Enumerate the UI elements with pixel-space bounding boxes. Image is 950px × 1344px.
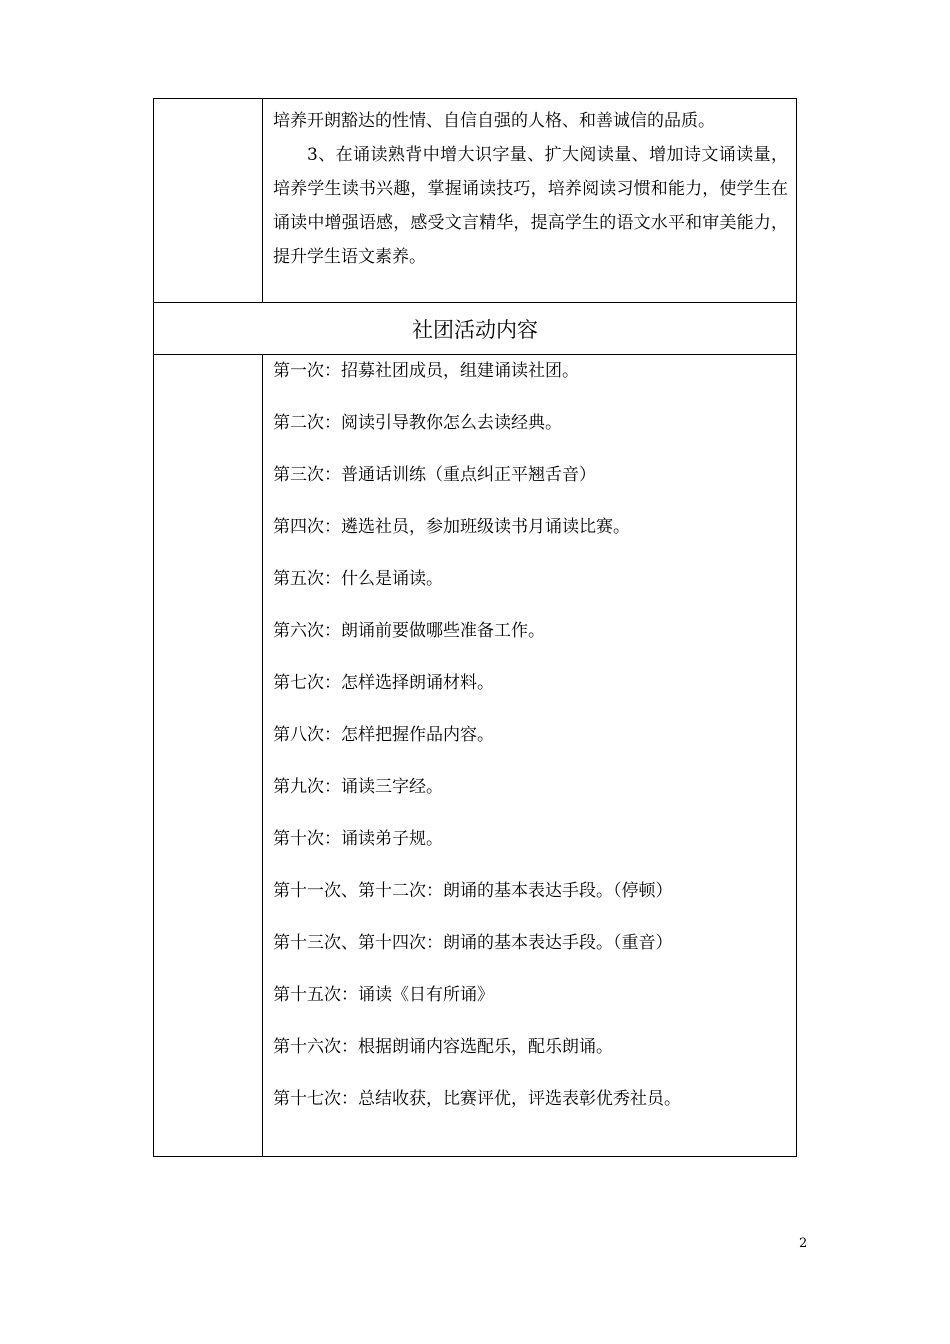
session-item: 第四次：遴选社员，参加班级读书月诵读比赛。 — [273, 517, 630, 537]
session-item: 第五次：什么是诵读。 — [273, 569, 443, 589]
session-item: 第十次：诵读弟子规。 — [273, 829, 443, 849]
document-table — [153, 98, 797, 1157]
session-item: 第七次：怎样选择朗诵材料。 — [273, 673, 494, 693]
session-item: 第三次：普通话训练（重点纠正平翘舌音） — [273, 465, 596, 485]
session-item: 第六次：朗诵前要做哪些准备工作。 — [273, 621, 545, 641]
section-header-row — [154, 303, 797, 355]
session-item: 第十七次：总结收获，比赛评优，评选表彰优秀社员。 — [273, 1089, 681, 1109]
session-item: 第二次：阅读引导教你怎么去读经典。 — [273, 413, 562, 433]
session-item: 第一次：招募社团成员，组建诵读社团。 — [273, 361, 579, 381]
session-item: 第十三次、第十四次：朗诵的基本表达手段。（重音） — [273, 933, 673, 953]
session-item: 第九次：诵读三字经。 — [273, 777, 443, 797]
session-item: 第十五次：诵读《日有所诵》 — [273, 985, 494, 1005]
sessions-row — [154, 355, 797, 1157]
sessions-label-cell — [154, 355, 263, 1157]
goals-label-cell — [154, 99, 263, 303]
goals-row — [154, 99, 797, 303]
goals-point-3: 3、在诵读熟背中增大识字量、扩大阅读量、增加诗文诵读量，培养学生读书兴趣，掌握诵读技巧，培养阅读习惯和能力，使学生在诵读中增强语感，感受文言精华，提高学生的语文水平和审美能力，提升学生语文素养。 — [273, 145, 788, 267]
goals-line-1: 培养开朗豁达的性情、自信自强的人格、和善诚信的品质。 — [273, 111, 715, 131]
session-item: 第八次：怎样把握作品内容。 — [273, 725, 494, 745]
session-item: 第十六次：根据朗诵内容选配乐，配乐朗诵。 — [273, 1037, 613, 1057]
section-title: 社团活动内容 — [154, 303, 797, 355]
page-number: 2 — [799, 1236, 808, 1251]
goals-text-cell — [263, 99, 797, 303]
session-item: 第十一次、第十二次：朗诵的基本表达手段。（停顿） — [273, 881, 673, 901]
session-list — [273, 355, 788, 1135]
sessions-cell — [263, 355, 797, 1157]
